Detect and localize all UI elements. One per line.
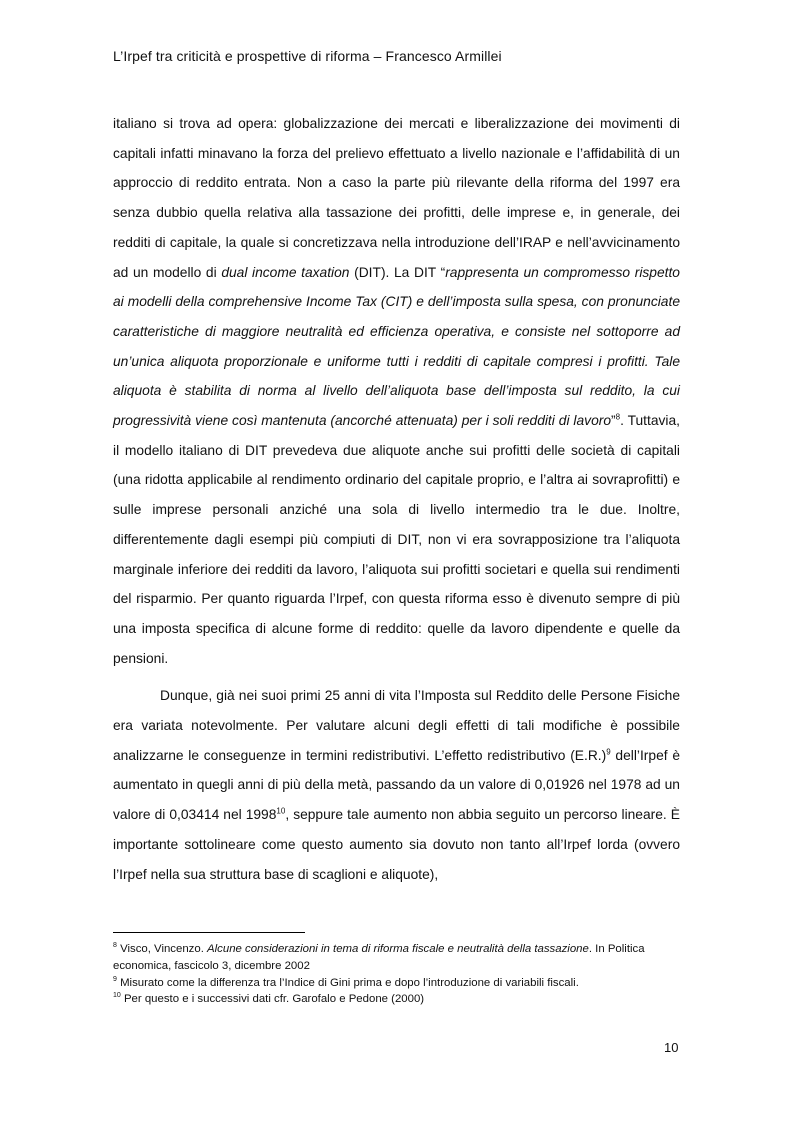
term-italic: dual income taxation bbox=[221, 264, 350, 280]
footnote-9: $^9$ Misurato come la differenza tra l’Indice di Gini prima e dopo l’introduzione di variabili fiscali. bbox=[113, 975, 579, 989]
paragraph-1: italiano si trova ad opera: globalizzazione dei mercati e liberalizzazione dei movimenti di capitali infatti minavano la forza del prelievo effettuato a livello nazionale e l’affidabilità di un approccio di reddito entrata. Non a caso la parte più rilevante della riforma del 1997 era senza dubbio quella relativa alla tassazione dei profitti, delle imprese e, in generale, dei redditi di capitale, la quale si concretizzava nella introduzione dell’IRAP e nell’avvicinamento ad un modello di dual income taxation (DIT). La DIT “rappresenta un compromesso rispetto ai modelli della comprehensive Income Tax (CIT) e dell’imposta sulla spesa, con pronunciate caratteristiche di maggiore neutralità ed efficienza operativa, e consiste nel sottoporre ad un’unica aliquota proporzionale e uniforme tutti i redditi di capitale compresi i profitti. Tale aliquota è stabilita di norma al livello dell’aliquota base dell’imposta sul reddito, la cui progressività viene così mantenuta (ancorché attenuata) per i soli redditi di lavoro”$^8$. Tuttavia, il modello italiano di DIT prevedeva due aliquote anche sui profitti delle società di capitali (una ridotta applicabile al rendimento ordinario del capitale proprio, e l’altra ai sovraprofitti) e sulle imprese personali anziché una sola di livello intermedio tra le due. Inoltre, differentemente dagli esempi più compiuti di DIT, non vi era sovrapposizione tra l’aliquota marginale inferiore dei redditi da lavoro, l’aliquota sui profitti societari e quella sui rendimenti del risparmio. Per quanto riguarda l’Irpef, con questa riforma esso è divenuto sempre di più una imposta specifica di alcune forme di reddito: quelle da lavoro dipendente e quelle da pensioni. bbox=[113, 116, 680, 666]
running-header: L’Irpef tra criticità e prospettive di riforma – Francesco Armillei bbox=[113, 48, 502, 64]
footnote-8: $^8$ Visco, Vincenzo. Alcune considerazioni in tema di riforma fiscale e neutralità della tassazione. In Politica economica, fascicolo 3, dicembre 2002 bbox=[113, 942, 645, 972]
body-text bbox=[113, 109, 680, 889]
footnote-ref-10[interactable]: 10 bbox=[276, 806, 286, 816]
paragraph-2: Dunque, già nei suoi primi 25 anni di vita l’Imposta sul Reddito delle Persone Fisiche era variata notevolmente. Per valutare alcuni degli effetti di tali modifiche è possibile analizzarne le conseguenze in termini redistributivi. L’effetto redistributivo $(E.R.)^9$ dell’Irpef è aumentato in quegli anni di più della metà, passando da un valore di 0,01926 nel 1978 ad un valore di 0,03414 nel 1998$^{10}$, seppure tale aumento non abbia seguito un percorso lineare. È importante sottolineare come questo aumento sia dovuto non tanto all’Irpef lorda (ovvero l’Irpef nella sua struttura base di scaglioni e aliquote), bbox=[113, 688, 680, 882]
footnote-ref-8[interactable]: 8 bbox=[615, 412, 621, 422]
footnote-10: $^{10}$ Per questo e i successivi dati cfr. Garofalo e Pedone (2000) bbox=[113, 992, 425, 1006]
quotation-italic: rappresenta un compromesso rispetto ai modelli della comprehensive Income Tax (CIT) e dell’imposta sulla spesa, con pronunciate caratteristiche di maggiore neutralità ed efficienza operativa, e consiste nel sottoporre ad un’unica aliquota proporzionale e uniforme tutti i redditi di capitale compresi i profitti. Tale aliquota è stabilita di norma al livello dell’aliquota base dell’imposta sul reddito, la cui progressività viene così mantenuta (ancorché attenuata) per i soli redditi di lavoro bbox=[113, 264, 680, 429]
footnotes bbox=[113, 941, 680, 1008]
footnote-separator bbox=[113, 932, 305, 933]
footnote-ref-9[interactable]: 9 bbox=[606, 747, 611, 757]
page-number: 10 bbox=[664, 1040, 679, 1055]
